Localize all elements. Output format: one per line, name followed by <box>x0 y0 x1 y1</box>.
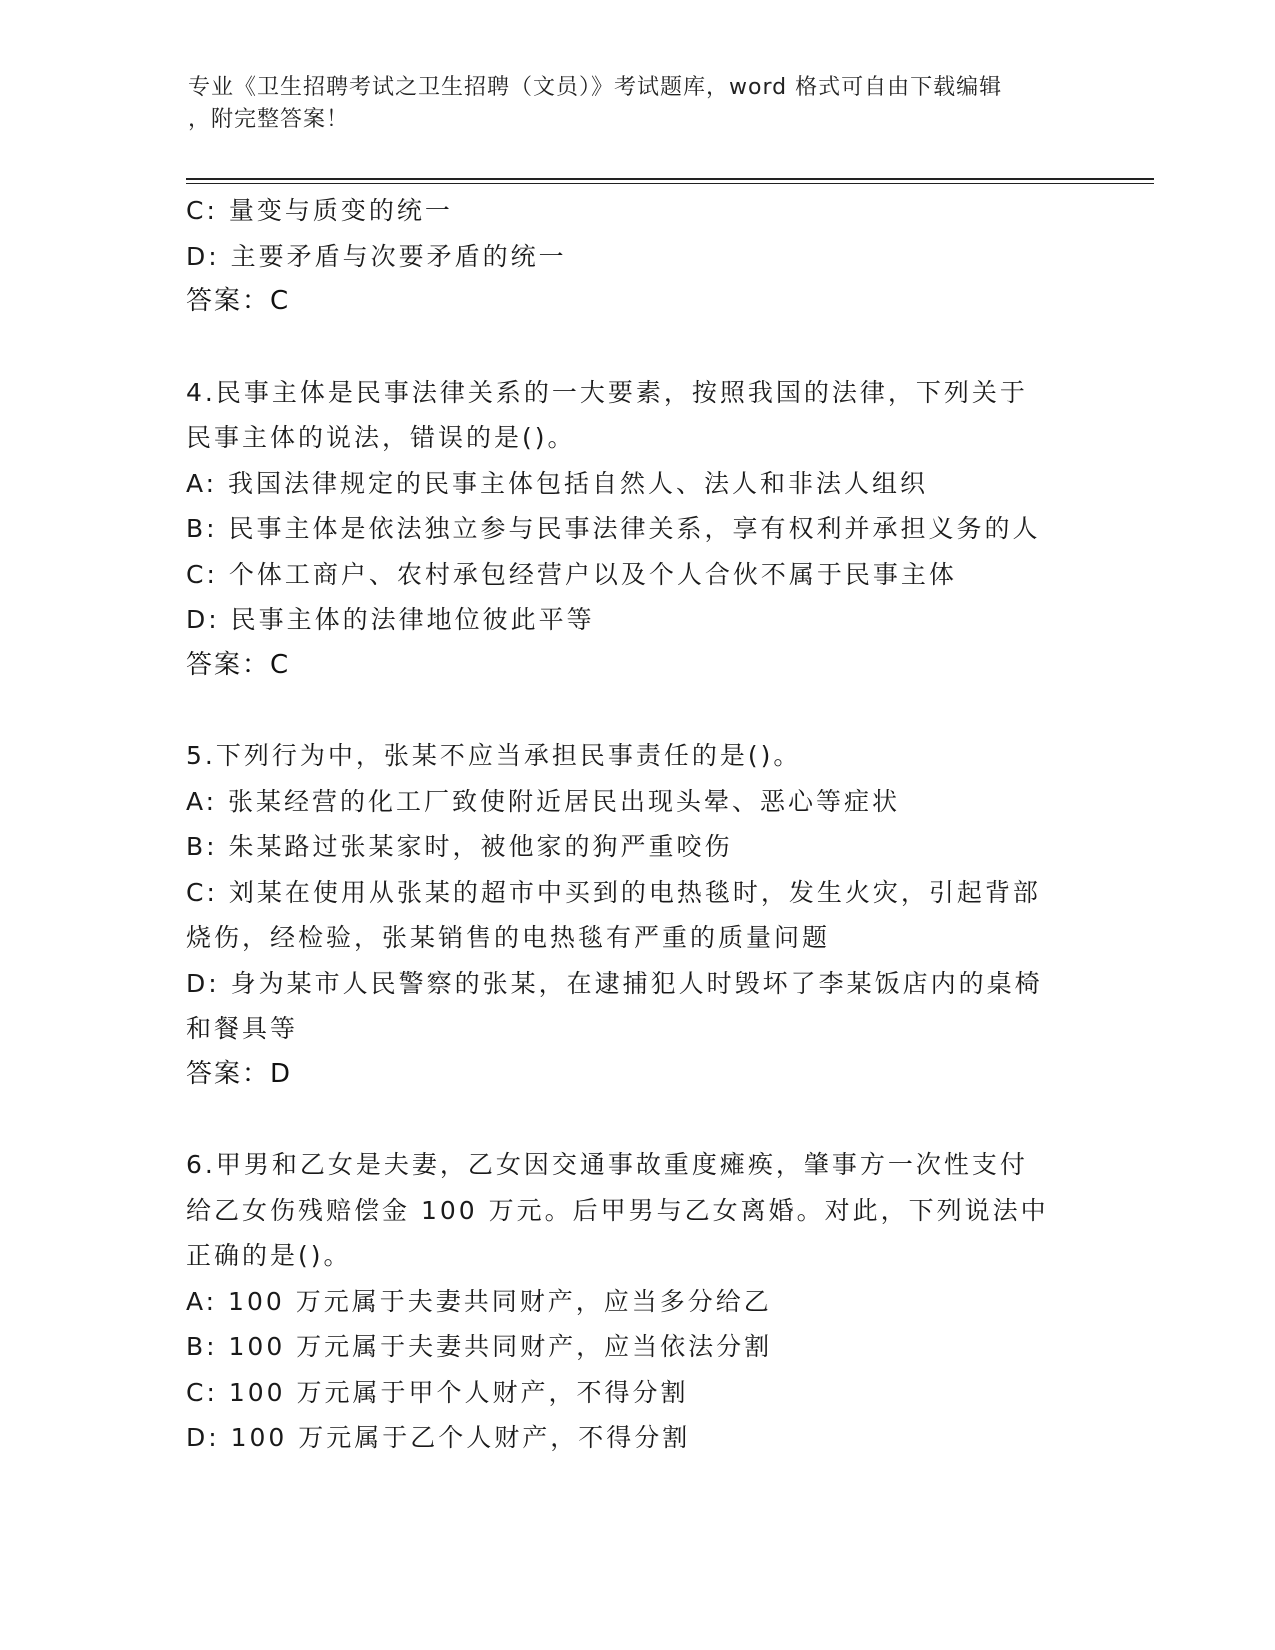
question-list <box>186 188 1086 1461</box>
header-line-1: 专业《卫生招聘考试之卫生招聘（文员）》考试题库，word 格式可自由下载编辑 <box>188 75 1003 100</box>
answer-line: 答案：D <box>186 1058 293 1089</box>
page-header-note <box>188 72 1068 136</box>
option-c: C: 刘某在使用从张某的超市中买到的电热毯时，发生火灾，引起背部 <box>186 877 1041 907</box>
header-divider-thin <box>186 183 1154 184</box>
option-a: A: 张某经营的化工厂致使附近居民出现头晕、恶心等症状 <box>186 786 901 816</box>
option-c: C: 个体工商户、农村承包经营户以及个人合伙不属于民事主体 <box>186 559 957 589</box>
question-5 <box>186 733 1086 1097</box>
spacer <box>186 325 1086 370</box>
question-stem-line: 给乙女伤残赔偿金 100 万元。后甲男与乙女离婚。对此，下列说法中 <box>186 1195 1049 1225</box>
spacer <box>186 688 1086 733</box>
option-c: C: 100 万元属于甲个人财产，不得分割 <box>186 1377 689 1407</box>
option-d: D: 主要矛盾与次要矛盾的统一 <box>186 241 567 271</box>
option-a: A: 100 万元属于夫妻共同财产，应当多分给乙 <box>186 1286 772 1316</box>
question-3-continued <box>186 188 1086 325</box>
option-a: A: 我国法律规定的民事主体包括自然人、法人和非法人组织 <box>186 468 929 498</box>
answer-line: 答案：C <box>186 286 291 316</box>
question-stem-line: 6.甲男和乙女是夫妻，乙女因交通事故重度瘫痪，肇事方一次性支付 <box>186 1150 1028 1179</box>
header-line-2: ，附完整答案！ <box>188 107 350 132</box>
option-b: B: 100 万元属于夫妻共同财产，应当依法分割 <box>186 1332 773 1361</box>
option-c-continued: 烧伤，经检验，张某销售的电热毯有严重的质量问题 <box>186 923 831 952</box>
question-stem-line: 5.下列行为中，张某不应当承担民事责任的是()。 <box>186 741 802 770</box>
option-d: D: 100 万元属于乙个人财产，不得分割 <box>186 1423 691 1452</box>
answer-line: 答案：C <box>186 649 291 680</box>
option-d: D: 民事主体的法律地位彼此平等 <box>186 605 595 634</box>
question-6 <box>186 1142 1086 1461</box>
option-d-continued: 和餐具等 <box>186 1014 299 1043</box>
option-c: C: 量变与质变的统一 <box>186 196 453 225</box>
question-stem-line: 4.民事主体是民事法律关系的一大要素，按照我国的法律，下列关于 <box>186 377 1028 407</box>
question-stem-line: 正确的是()。 <box>186 1241 352 1270</box>
header-divider-thick <box>186 178 1154 180</box>
spacer <box>186 1097 1086 1142</box>
option-d: D: 身为某市人民警察的张某，在逮捕犯人时毁坏了李某饭店内的桌椅 <box>186 968 1043 998</box>
option-b: B: 朱某路过张某家时，被他家的狗严重咬伤 <box>186 832 733 861</box>
question-stem-line: 民事主体的说法，错误的是()。 <box>186 423 576 452</box>
option-b: B: 民事主体是依法独立参与民事法律关系，享有权利并承担义务的人 <box>186 514 1041 543</box>
question-4 <box>186 370 1086 689</box>
